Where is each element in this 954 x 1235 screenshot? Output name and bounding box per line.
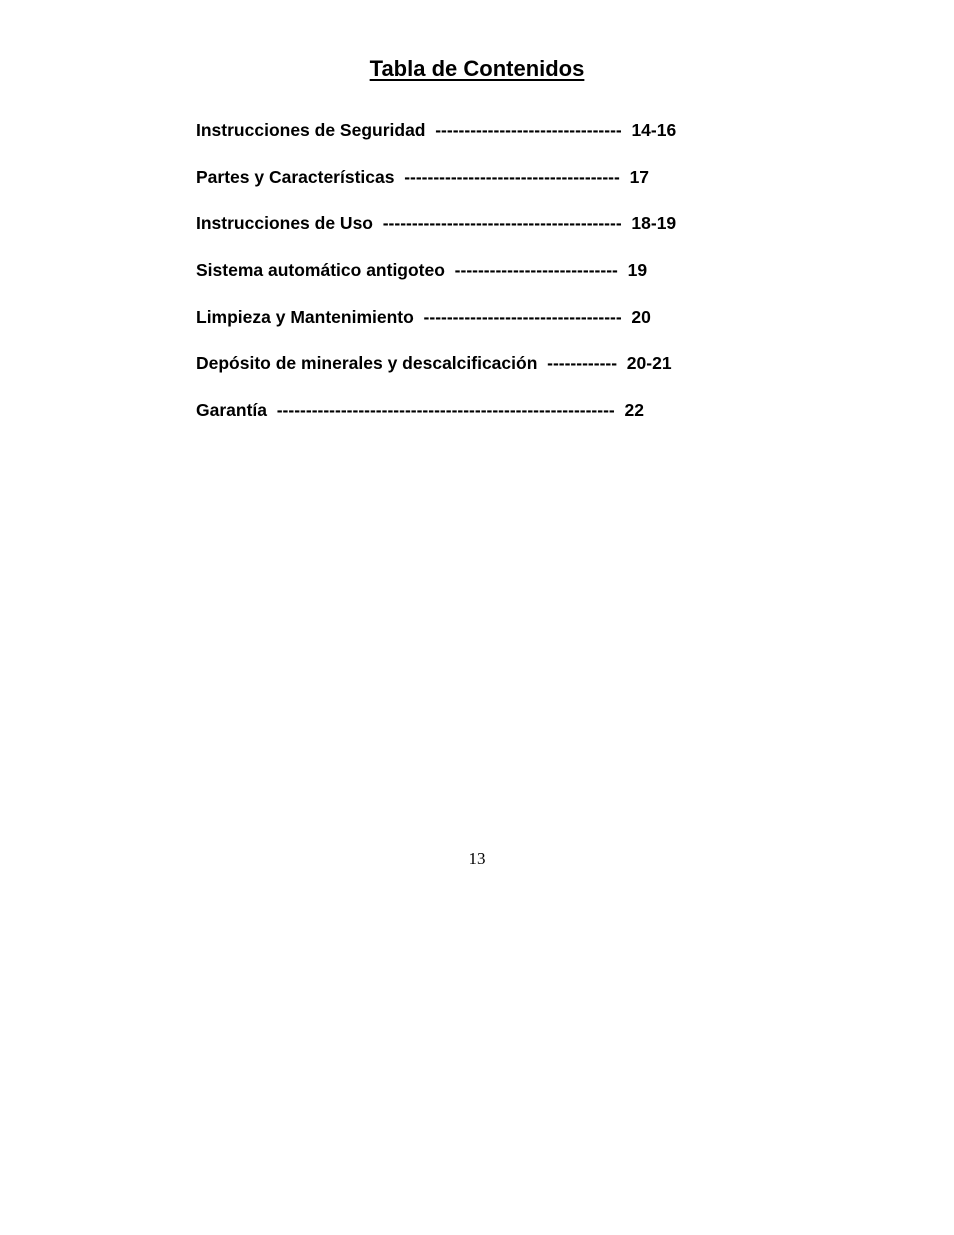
toc-entry-cleaning-maintenance: [196, 303, 796, 350]
toc-entry-page: 18-19: [631, 213, 677, 234]
toc-entry-label: Depósito de minerales y descalcificación: [196, 353, 538, 374]
toc-entry-label: Instrucciones de Uso: [196, 213, 373, 234]
toc-entry-leader: ----------------------------------------------------------: [276, 400, 615, 421]
toc-entry-leader: --------------------------------: [435, 120, 622, 140]
toc-entry-anti-drip-system: [196, 256, 796, 303]
toc-entry-leader: -----------------------------------------: [382, 213, 622, 234]
table-of-contents: [196, 116, 796, 443]
toc-entry-page: 20: [631, 306, 651, 327]
toc-entry-label: Partes y Características: [196, 166, 395, 187]
toc-entry-label: Garantía: [196, 400, 267, 421]
page-number: 13: [468, 849, 486, 868]
toc-entry-leader: ----------------------------: [454, 260, 618, 281]
toc-entry-usage-instructions: [196, 209, 796, 256]
toc-entry-safety-instructions: [196, 116, 796, 163]
toc-entry-leader: ----------------------------------: [423, 306, 622, 327]
toc-entry-mineral-descaling: [196, 349, 796, 396]
toc-entry-label: Sistema automático antigoteo: [196, 260, 445, 281]
toc-entry-warranty: [196, 396, 796, 443]
toc-entry-leader: -------------------------------------: [404, 166, 620, 187]
page-title: Tabla de Contenidos: [369, 56, 585, 81]
toc-entry-page: 19: [627, 260, 648, 281]
toc-entry-parts-features: [196, 163, 796, 210]
toc-entry-page: 14-16: [631, 120, 677, 140]
toc-entry-label: Instrucciones de Seguridad: [196, 120, 426, 140]
toc-entry-page: 22: [624, 400, 644, 421]
toc-entry-leader: ------------: [547, 353, 618, 374]
toc-entry-page: 20-21: [626, 353, 672, 374]
toc-entry-label: Limpieza y Mantenimiento: [196, 306, 414, 327]
toc-entry-page: 17: [629, 166, 650, 187]
